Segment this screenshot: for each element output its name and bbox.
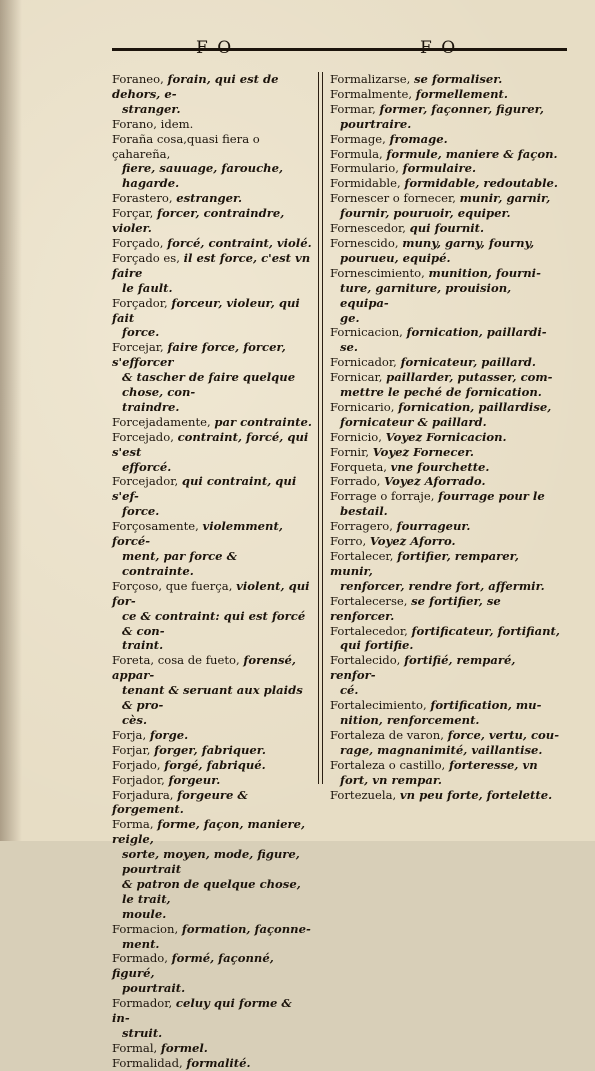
french-gloss: pourueu, equipé. bbox=[340, 250, 451, 265]
french-gloss: former, façonner, figurer, bbox=[379, 101, 544, 116]
spanish-headword: Fornescedor, bbox=[330, 221, 406, 236]
french-gloss: fortification, mu- bbox=[430, 698, 542, 713]
french-gloss: forgeure & forgement. bbox=[112, 787, 248, 817]
french-gloss: fiere, sauuage, farouche, hagarde. bbox=[122, 161, 283, 191]
dictionary-entry bbox=[112, 430, 312, 460]
dictionary-entry bbox=[330, 534, 562, 549]
french-gloss: renforcer, rendre fort, affermir. bbox=[340, 578, 545, 593]
french-gloss: bestail. bbox=[340, 504, 388, 519]
spanish-headword: Fortaleza o castillo, bbox=[330, 757, 446, 772]
entry-continuation bbox=[112, 609, 312, 639]
french-gloss: celuy qui forme & in- bbox=[112, 996, 292, 1026]
running-head-left: F O bbox=[196, 38, 234, 58]
running-head-right: F O bbox=[420, 38, 458, 58]
french-gloss: mettre le peché de fornication. bbox=[340, 385, 542, 400]
entry-continuation bbox=[330, 281, 562, 311]
dictionary-entry bbox=[330, 191, 562, 206]
dictionary-entry bbox=[112, 653, 312, 683]
french-gloss: pourtrait. bbox=[122, 981, 186, 996]
spanish-headword: Forjado, bbox=[112, 757, 161, 772]
entry-continuation bbox=[330, 773, 562, 788]
entry-continuation bbox=[112, 549, 312, 579]
french-gloss: vne fourchette. bbox=[390, 459, 490, 474]
dictionary-entry bbox=[330, 147, 562, 162]
french-gloss: formellement. bbox=[415, 86, 508, 101]
dictionary-entry bbox=[330, 430, 562, 445]
french-gloss: traindre. bbox=[122, 399, 180, 414]
dictionary-entry bbox=[112, 117, 312, 132]
spanish-headword: Formador, bbox=[112, 996, 173, 1011]
french-gloss: fortifier, remparer, munir, bbox=[330, 549, 519, 578]
dictionary-entry bbox=[112, 728, 312, 743]
entry-continuation bbox=[112, 281, 312, 296]
spanish-headword: Fornescer o fornecer, bbox=[330, 191, 456, 206]
spanish-headword: Fortezuela, bbox=[330, 787, 397, 802]
dictionary-entry bbox=[112, 474, 312, 504]
french-gloss: formule, maniere & façon. bbox=[386, 146, 558, 161]
spanish-headword: Formacion, bbox=[112, 921, 179, 936]
french-gloss: fromage. bbox=[389, 131, 448, 146]
dictionary-entry bbox=[330, 728, 562, 743]
dictionary-entry bbox=[112, 951, 312, 981]
dictionary-entry bbox=[330, 653, 562, 683]
spanish-headword: Forqueta, bbox=[330, 459, 387, 474]
spanish-headword: Foraña cosa,quasi fiera o çahareña, bbox=[112, 131, 260, 161]
french-gloss: sorte, moyen, mode, figure, pourtrait bbox=[122, 847, 300, 877]
french-gloss: violemment, forcé- bbox=[112, 519, 283, 549]
dictionary-entry bbox=[330, 460, 562, 475]
french-gloss: ture, garniture, prouision, equipa- bbox=[340, 280, 512, 310]
spanish-headword: Formal, bbox=[112, 1040, 158, 1055]
spanish-headword: Foraneo, bbox=[112, 72, 164, 86]
spanish-headword: Fortalecimiento, bbox=[330, 698, 427, 713]
french-gloss: Voyez Fornicacion. bbox=[385, 429, 507, 444]
dictionary-entry bbox=[112, 817, 312, 847]
french-gloss: force. bbox=[122, 504, 160, 519]
spanish-headword: Fornir, bbox=[330, 444, 370, 459]
dictionary-entry bbox=[330, 161, 562, 176]
french-gloss: rage, magnanimité, vaillantise. bbox=[340, 742, 543, 757]
spanish-headword: Forragero, bbox=[330, 519, 393, 534]
dictionary-entry bbox=[112, 296, 312, 326]
spanish-headword: Forma, bbox=[112, 817, 154, 832]
dictionary-entry bbox=[330, 474, 562, 489]
french-gloss: formidable, redoutable. bbox=[404, 176, 558, 191]
spanish-headword: Forja, bbox=[112, 727, 147, 742]
french-gloss: traint. bbox=[122, 638, 164, 653]
french-gloss: formation, façonne- bbox=[181, 921, 311, 936]
french-gloss: se. bbox=[340, 340, 358, 355]
french-gloss: forme, façon, maniere, reigle, bbox=[112, 817, 306, 847]
french-gloss: fourrageur. bbox=[396, 519, 471, 534]
french-gloss: vn peu forte, fortelette. bbox=[399, 787, 553, 802]
entry-continuation bbox=[330, 743, 562, 758]
dictionary-entry bbox=[330, 72, 562, 87]
dictionary-entry bbox=[112, 340, 312, 370]
entry-continuation bbox=[112, 981, 312, 996]
spanish-headword: Forcejado, bbox=[112, 429, 174, 444]
french-gloss: forge. bbox=[149, 727, 189, 742]
entry-continuation bbox=[330, 683, 562, 698]
spanish-headword: Forçosamente, bbox=[112, 519, 199, 534]
spanish-headword: Fortalecerse, bbox=[330, 593, 408, 608]
french-gloss: forcer, contraindre, violer. bbox=[112, 206, 285, 236]
french-gloss: fornication, paillardi- bbox=[406, 325, 547, 340]
french-gloss: efforcé. bbox=[122, 459, 172, 474]
french-gloss: stranger. bbox=[122, 101, 181, 116]
entry-continuation bbox=[112, 102, 312, 117]
french-gloss: cé. bbox=[340, 683, 359, 698]
entry-continuation bbox=[112, 1026, 312, 1041]
spanish-headword: Forçado, bbox=[112, 235, 164, 250]
french-gloss: forensé, appar- bbox=[112, 653, 296, 683]
french-gloss: se fortifier, se renforcer. bbox=[330, 593, 501, 623]
spanish-headword: Formula, bbox=[330, 146, 383, 161]
dictionary-entry bbox=[330, 325, 562, 340]
dictionary-entry bbox=[112, 922, 312, 937]
french-gloss: moule. bbox=[122, 906, 167, 921]
dictionary-entry bbox=[112, 191, 312, 206]
french-gloss: ge. bbox=[340, 310, 360, 325]
spanish-headword: Fortalecer, bbox=[330, 549, 394, 563]
dictionary-entry bbox=[330, 758, 562, 773]
dictionary-entry bbox=[112, 132, 312, 162]
spanish-headword: Fornicador, bbox=[330, 355, 397, 370]
dictionary-entry bbox=[112, 1041, 312, 1056]
french-gloss: par contrainte. bbox=[214, 414, 312, 429]
spanish-headword: Forçador, bbox=[112, 295, 168, 310]
spanish-headword: Formalizarse, bbox=[330, 72, 411, 86]
entry-continuation bbox=[330, 415, 562, 430]
french-gloss: ment. bbox=[122, 936, 160, 951]
spanish-headword: Forano, idem. bbox=[112, 116, 194, 131]
dictionary-entry bbox=[112, 236, 312, 251]
french-gloss: formulaire. bbox=[402, 161, 476, 176]
spanish-headword: Forçado es, bbox=[112, 250, 180, 265]
dictionary-entry bbox=[112, 773, 312, 788]
entry-continuation bbox=[112, 460, 312, 475]
spanish-headword: Fornescimiento, bbox=[330, 265, 425, 280]
dictionary-entry bbox=[330, 87, 562, 102]
spanish-headword: Forçar, bbox=[112, 206, 154, 221]
dictionary-entry bbox=[112, 758, 312, 773]
dictionary-entry bbox=[330, 370, 562, 385]
french-gloss: Voyez Aforro. bbox=[369, 534, 456, 549]
french-gloss: fornication, paillardise, bbox=[398, 399, 552, 414]
french-gloss: nition, renforcement. bbox=[340, 712, 480, 727]
french-gloss: Voyez Aforrado. bbox=[384, 474, 486, 489]
french-gloss: fournir, pouruoir, equiper. bbox=[340, 206, 511, 221]
dictionary-entry bbox=[112, 579, 312, 609]
french-gloss: fornicateur & paillard. bbox=[340, 414, 487, 429]
left-column bbox=[112, 72, 312, 1071]
spanish-headword: Formidable, bbox=[330, 176, 401, 191]
entry-continuation bbox=[112, 877, 312, 907]
entry-continuation bbox=[330, 206, 562, 221]
dictionary-entry bbox=[330, 132, 562, 147]
dictionary-entry bbox=[330, 102, 562, 117]
spanish-headword: Forro, bbox=[330, 534, 367, 549]
dictionary-entry bbox=[330, 594, 562, 624]
french-gloss: qui contraint, qui s'ef- bbox=[112, 474, 297, 504]
dictionary-entry bbox=[330, 788, 562, 803]
french-gloss: munir, garnir, bbox=[459, 191, 551, 206]
entry-continuation bbox=[330, 504, 562, 519]
spanish-headword: Forrage o forraje, bbox=[330, 489, 435, 504]
spanish-headword: Formulario, bbox=[330, 161, 399, 176]
french-gloss: muny, garny, fourny, bbox=[402, 235, 535, 250]
french-gloss: Voyez Fornecer. bbox=[372, 444, 474, 459]
french-gloss: forgeur. bbox=[168, 772, 221, 787]
french-gloss: fornicateur, paillard. bbox=[400, 355, 536, 370]
spanish-headword: Fornescido, bbox=[330, 235, 399, 250]
header-rule bbox=[112, 48, 567, 51]
entry-continuation bbox=[330, 311, 562, 326]
spanish-headword: Formado, bbox=[112, 951, 168, 966]
dictionary-entry bbox=[330, 489, 562, 504]
spanish-headword: Fornicio, bbox=[330, 429, 382, 444]
french-gloss: se formaliser. bbox=[414, 72, 503, 86]
french-gloss: fortificateur, fortifiant, bbox=[411, 623, 560, 638]
dictionary-entry bbox=[330, 549, 562, 579]
entry-continuation bbox=[330, 340, 562, 355]
dictionary-entry bbox=[112, 415, 312, 430]
dictionary-entry bbox=[330, 266, 562, 281]
spanish-headword: Forjar, bbox=[112, 742, 151, 757]
french-gloss: pourtraire. bbox=[340, 116, 412, 131]
spanish-headword: Formage, bbox=[330, 131, 386, 146]
entry-continuation bbox=[112, 325, 312, 340]
spanish-headword: Forjadura, bbox=[112, 787, 174, 802]
dictionary-entry bbox=[330, 519, 562, 534]
french-gloss: forgé, fabriqué. bbox=[164, 757, 266, 772]
entry-continuation bbox=[112, 161, 312, 191]
spanish-headword: Fornicario, bbox=[330, 399, 395, 414]
spanish-headword: Formar, bbox=[330, 101, 376, 116]
spanish-headword: Fortaleza de varon, bbox=[330, 727, 444, 742]
dictionary-entry bbox=[112, 519, 312, 549]
french-gloss: forger, fabriquer. bbox=[154, 742, 266, 757]
french-gloss: fort, vn rempar. bbox=[340, 772, 442, 787]
french-gloss: ce & contraint: qui est forcé & con- bbox=[122, 608, 306, 638]
spanish-headword: Formalidad, bbox=[112, 1055, 183, 1070]
french-gloss: estranger. bbox=[176, 191, 243, 206]
french-gloss: struit. bbox=[122, 1026, 163, 1040]
entry-continuation bbox=[112, 683, 312, 713]
dictionary-entry bbox=[112, 788, 312, 818]
french-gloss: violent, qui for- bbox=[112, 578, 310, 608]
french-gloss: fourrage pour le bbox=[438, 489, 545, 504]
french-gloss: forteresse, vn bbox=[448, 757, 538, 772]
dictionary-entry bbox=[330, 176, 562, 191]
spanish-headword: Fornicacion, bbox=[330, 325, 403, 340]
french-gloss: contraint, forcé, qui s'est bbox=[112, 429, 309, 459]
column-divider-inner bbox=[322, 72, 323, 784]
spanish-headword: Forcejador, bbox=[112, 474, 179, 489]
entry-continuation bbox=[330, 385, 562, 400]
spanish-headword: Fornicar, bbox=[330, 370, 383, 385]
entry-continuation bbox=[112, 937, 312, 952]
page-gutter-shadow bbox=[0, 0, 22, 841]
spanish-headword: Forastero, bbox=[112, 191, 173, 206]
french-gloss: force, vertu, cou- bbox=[447, 727, 560, 742]
column-divider bbox=[318, 72, 319, 784]
entry-continuation bbox=[330, 713, 562, 728]
dictionary-entry bbox=[330, 624, 562, 639]
entry-continuation bbox=[112, 907, 312, 922]
dictionary-entry bbox=[330, 445, 562, 460]
spanish-headword: Formalmente, bbox=[330, 86, 413, 101]
spanish-headword: Forcejadamente, bbox=[112, 414, 211, 429]
entry-continuation bbox=[330, 579, 562, 594]
french-gloss: formalité. bbox=[186, 1055, 251, 1070]
spanish-headword: Foreta, cosa de fueto, bbox=[112, 653, 240, 668]
dictionary-entry bbox=[112, 251, 312, 281]
dictionary-entry bbox=[112, 996, 312, 1026]
french-gloss: qui fournit. bbox=[409, 221, 485, 236]
french-gloss: paillarder, putasser, com- bbox=[386, 370, 553, 385]
dictionary-entry bbox=[330, 698, 562, 713]
entry-continuation bbox=[330, 638, 562, 653]
french-gloss: fortifié, remparé, renfor- bbox=[330, 653, 516, 683]
spanish-headword: Forcejar, bbox=[112, 340, 164, 355]
entry-continuation bbox=[112, 638, 312, 653]
entry-continuation bbox=[112, 400, 312, 415]
dictionary-entry bbox=[112, 743, 312, 758]
french-gloss: faire force, forcer, s'efforcer bbox=[112, 340, 286, 370]
dictionary-entry bbox=[112, 1056, 312, 1071]
entry-continuation bbox=[330, 251, 562, 266]
french-gloss: munition, fourni- bbox=[428, 265, 541, 280]
french-gloss: qui fortifie. bbox=[340, 638, 414, 653]
french-gloss: forcé, contraint, violé. bbox=[167, 235, 312, 250]
entry-continuation bbox=[330, 117, 562, 132]
french-gloss: force. bbox=[122, 325, 160, 340]
dictionary-entry bbox=[330, 236, 562, 251]
entry-continuation bbox=[112, 504, 312, 519]
entry-continuation bbox=[112, 713, 312, 728]
french-gloss: ment, par force & contrainte. bbox=[122, 549, 238, 578]
dictionary-entry bbox=[330, 355, 562, 370]
french-gloss: formel. bbox=[160, 1040, 208, 1055]
right-column bbox=[330, 72, 562, 802]
spanish-headword: Forjador, bbox=[112, 772, 165, 787]
french-gloss: le fault. bbox=[122, 280, 173, 295]
dictionary-entry bbox=[330, 400, 562, 415]
spanish-headword: Forçoso, que fuerça, bbox=[112, 578, 233, 593]
spanish-headword: Fortalecido, bbox=[330, 653, 401, 668]
entry-continuation bbox=[112, 847, 312, 877]
dictionary-entry bbox=[112, 72, 312, 102]
french-gloss: & patron de quelque chose, le trait, bbox=[122, 876, 301, 906]
french-gloss: formé, façonné, figuré, bbox=[112, 951, 274, 981]
spanish-headword: Fortalecedor, bbox=[330, 623, 408, 638]
french-gloss: tenant & seruant aux plaids & pro- bbox=[122, 683, 303, 713]
spanish-headword: Forrado, bbox=[330, 474, 381, 489]
dictionary-entry bbox=[112, 206, 312, 236]
french-gloss: il est force, c'est vn faire bbox=[112, 250, 311, 280]
dictionary-entry bbox=[330, 221, 562, 236]
entry-continuation bbox=[112, 370, 312, 400]
french-gloss: cès. bbox=[122, 712, 147, 727]
french-gloss: forceur, violeur, qui fait bbox=[112, 295, 300, 325]
french-gloss: forain, qui est de dehors, e- bbox=[112, 72, 279, 101]
french-gloss: & tascher de faire quelque chose, con- bbox=[122, 370, 296, 400]
